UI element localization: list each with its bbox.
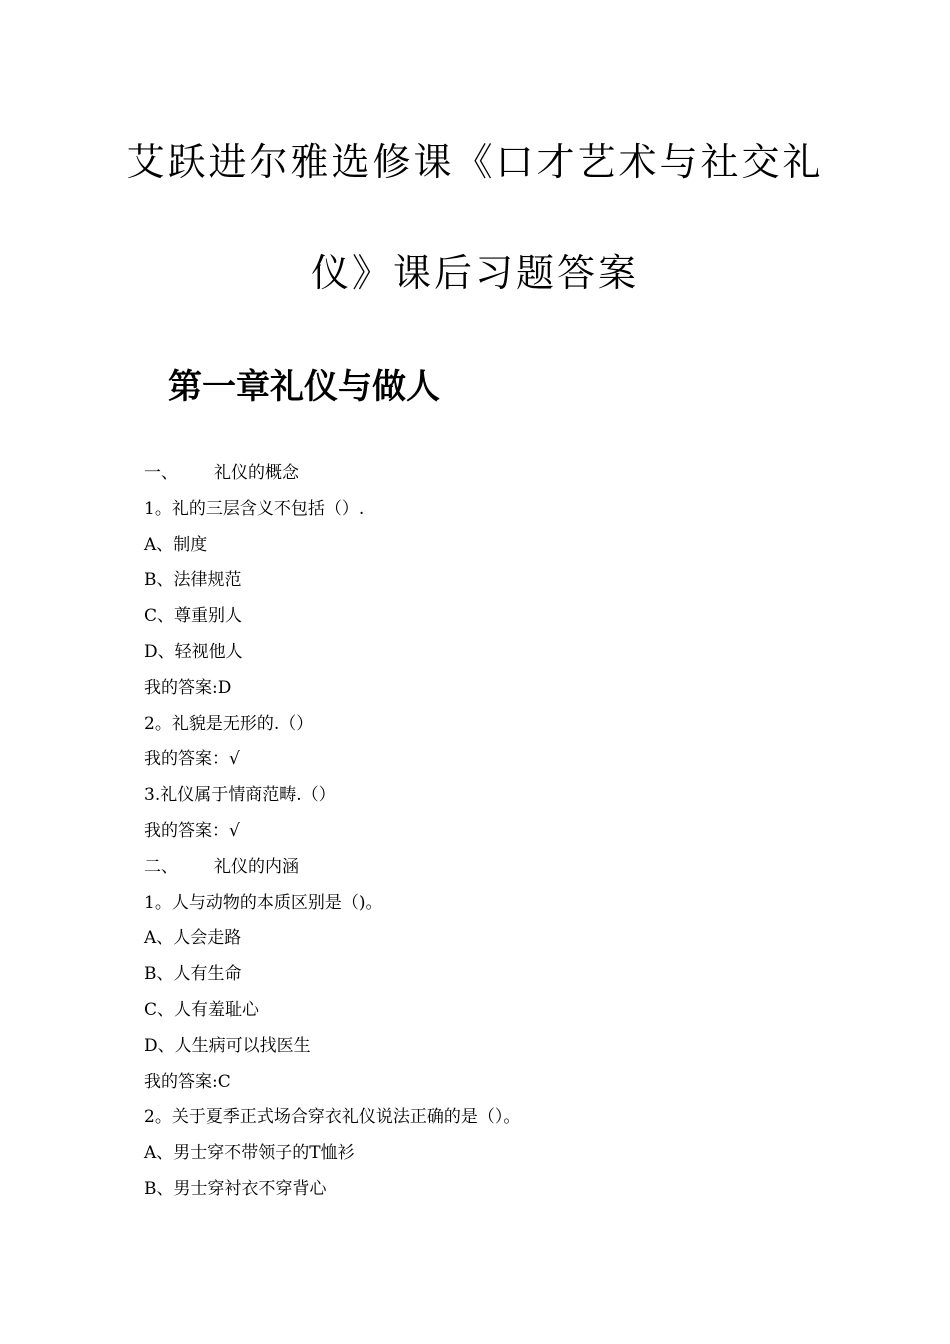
answer-option: B、人有生命 [144, 964, 242, 985]
my-answer: 我的答案:C [144, 1071, 231, 1092]
question-text: 1。人与动物的本质区别是（)。 [144, 892, 383, 913]
section-title: 礼仪的概念 [214, 463, 299, 483]
my-answer: 我的答案：√ [144, 749, 240, 770]
my-answer: 我的答案：√ [144, 820, 240, 841]
question-text: 2。关于夏季正式场合穿衣礼仪说法正确的是（）。 [144, 1107, 521, 1128]
answer-option: D、人生病可以找医生 [144, 1035, 311, 1056]
document-title-line-1: 艾跃进尔雅选修课《口才艺术与社交礼 [126, 140, 824, 184]
my-answer: 我的答案:D [144, 677, 232, 698]
answer-option: D、轻视他人 [144, 641, 243, 662]
answer-option: B、法律规范 [144, 570, 242, 591]
document-title-line-2: 仪》课后习题答案 [310, 251, 639, 295]
section-heading-2 [144, 854, 844, 890]
section-number: 一、 [144, 463, 178, 483]
question-text: 3.礼仪属于情商范畴.（） [144, 785, 336, 806]
section-heading-1 [144, 460, 844, 496]
answer-option: B、男士穿衬衣不穿背心 [144, 1178, 327, 1199]
section-title: 礼仪的内涵 [214, 856, 299, 877]
question-text: 2。礼貌是无形的.（） [144, 713, 314, 734]
answer-option: C、尊重别人 [144, 606, 243, 627]
answer-option: C、人有羞耻心 [144, 999, 260, 1020]
document-body [144, 460, 844, 1212]
answer-option: A、人会走路 [144, 928, 242, 949]
question-text: 1。礼的三层含义不包括（）. [144, 498, 365, 519]
answer-option: A、男士穿不带领子的T恤衫 [144, 1143, 355, 1164]
answer-option: A、制度 [144, 534, 208, 555]
chapter-heading: 第一章礼仪与做人 [168, 367, 440, 407]
section-number: 二、 [144, 856, 178, 877]
